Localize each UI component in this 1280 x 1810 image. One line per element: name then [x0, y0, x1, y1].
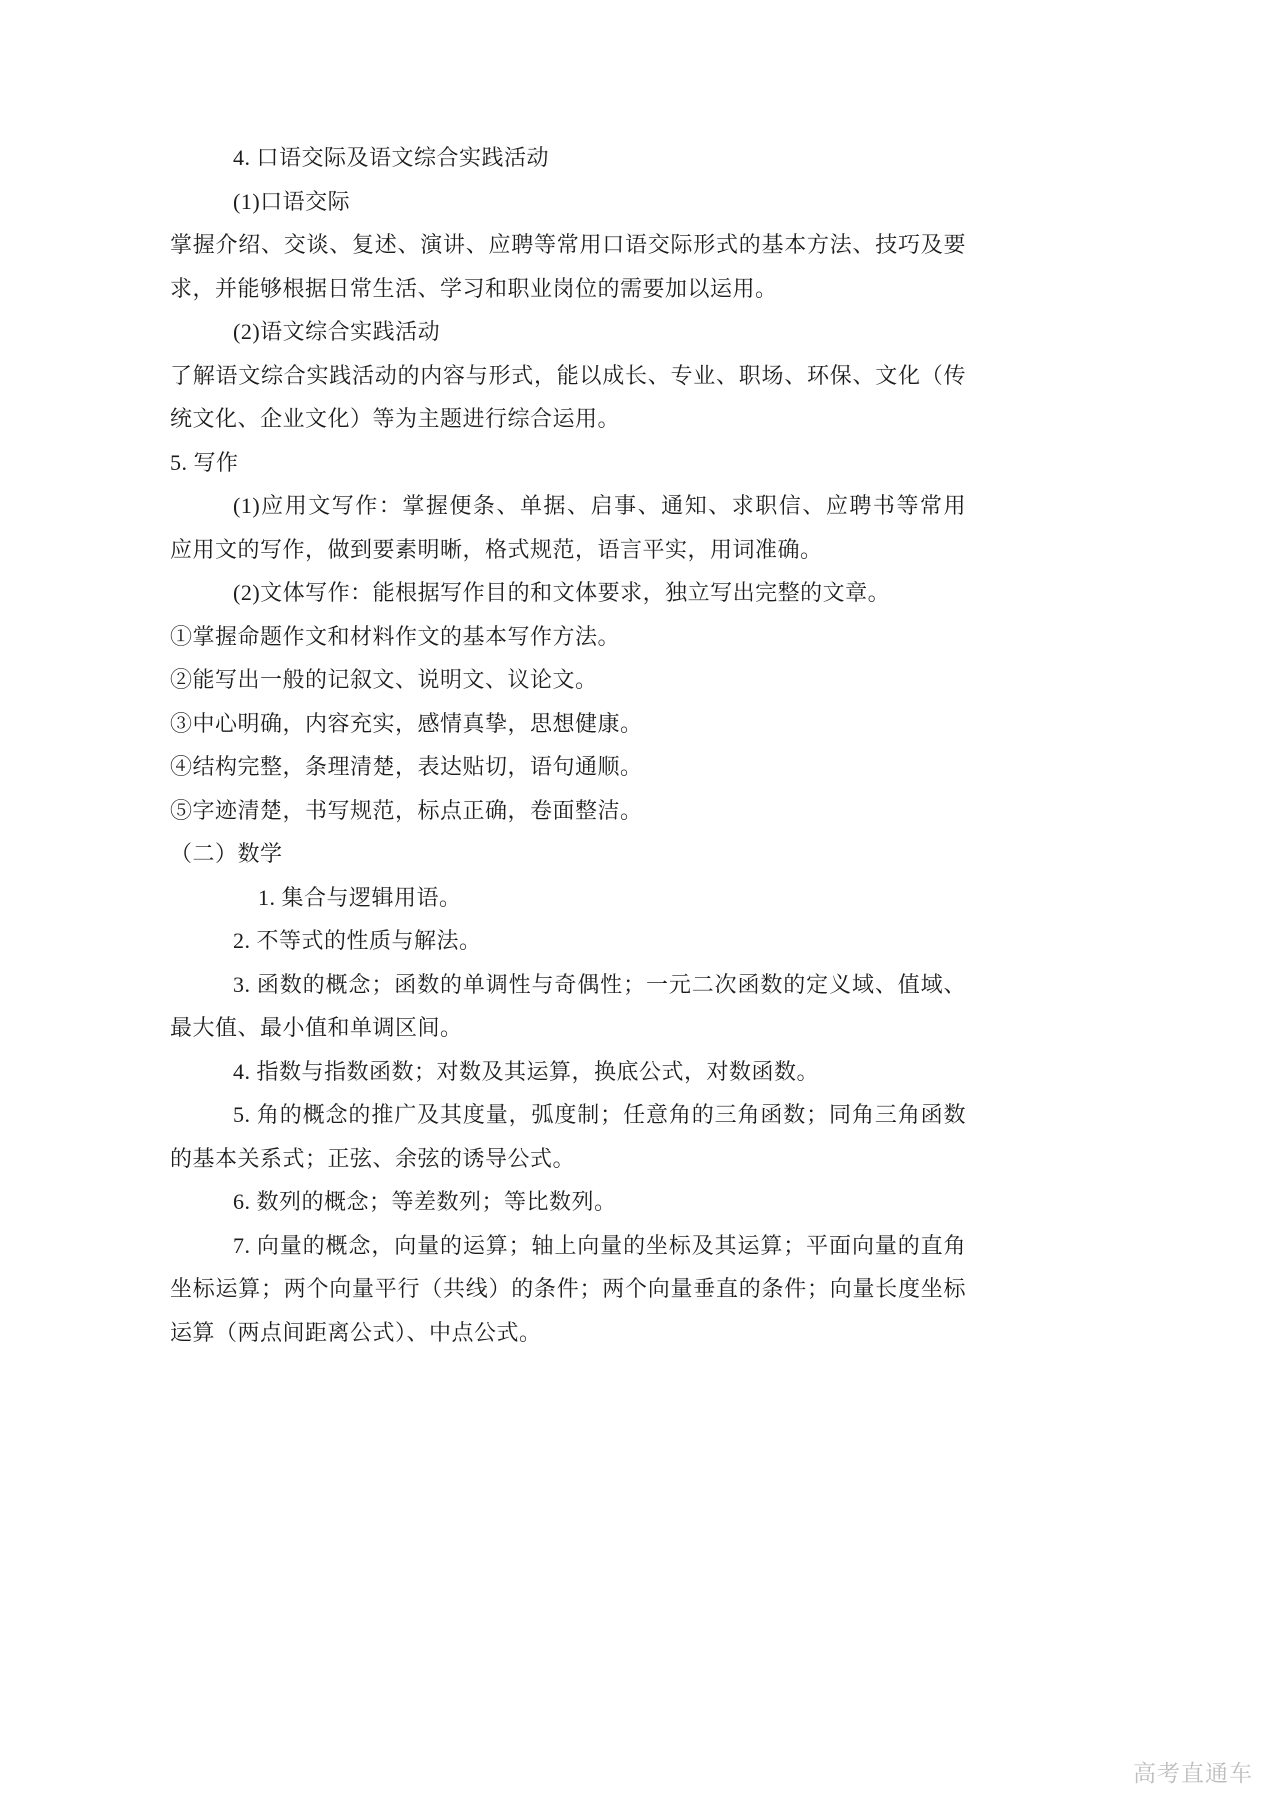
text-line: 了解语文综合实践活动的内容与形式，能以成长、专业、职场、环保、文化（传 — [170, 362, 966, 388]
text-line: ①掌握命题作文和材料作文的基本写作方法。 — [170, 623, 621, 649]
text-line: （二）数学 — [170, 841, 283, 866]
text-line: ③中心明确，内容充实，感情真挚，思想健康。 — [170, 710, 643, 736]
text-line: 最大值、最小值和单调区间。 — [170, 1015, 463, 1040]
text-line: (2)语文综合实践活动 — [233, 319, 441, 344]
text-line: (1)应用文写作：掌握便条、单据、启事、通知、求职信、应聘书等常用 — [233, 493, 966, 518]
text-line: 6. 数列的概念；等差数列；等比数列。 — [233, 1189, 617, 1214]
text-line: 掌握介绍、交谈、复述、演讲、应聘等常用口语交际形式的基本方法、技巧及要 — [170, 232, 966, 257]
text-line: 求，并能够根据日常生活、学习和职业岗位的需要加以运用。 — [170, 275, 778, 301]
text-line: (1)口语交际 — [233, 188, 351, 214]
text-line: 5. 写作 — [170, 449, 239, 475]
document-body — [170, 136, 966, 1354]
text-line: 1. 集合与逻辑用语。 — [258, 884, 462, 910]
text-line: 坐标运算；两个向量平行（共线）的条件；两个向量垂直的条件；向量长度坐标 — [170, 1276, 966, 1301]
text-line: 运算（两点间距离公式）、中点公式。 — [170, 1319, 542, 1345]
watermark-text: 高考直通车 — [1133, 1760, 1253, 1786]
text-line: 2. 不等式的性质与解法。 — [233, 928, 482, 953]
text-line: 4. 口语交际及语文综合实践活动 — [233, 145, 550, 170]
text-line: 的基本关系式；正弦、余弦的诱导公式。 — [170, 1145, 576, 1171]
text-line: (2)文体写作：能根据写作目的和文体要求，独立写出完整的文章。 — [233, 580, 891, 605]
text-line: 统文化、企业文化）等为主题进行综合运用。 — [170, 406, 621, 431]
text-line: ⑤字迹清楚，书写规范，标点正确，卷面整洁。 — [170, 797, 643, 823]
text-line: ④结构完整，条理清楚，表达贴切，语句通顺。 — [170, 754, 643, 779]
text-line: 4. 指数与指数函数；对数及其运算，换底公式，对数函数。 — [233, 1058, 820, 1084]
text-line: 应用文的写作，做到要素明晰，格式规范，语言平实，用词准确。 — [170, 536, 823, 562]
text-line: 7. 向量的概念，向量的运算；轴上向量的坐标及其运算；平面向量的直角 — [233, 1232, 966, 1258]
text-line: 3. 函数的概念；函数的单调性与奇偶性；一元二次函数的定义域、值域、 — [233, 971, 966, 997]
text-line: ②能写出一般的记叙文、说明文、议论文。 — [170, 667, 598, 692]
text-line: 5. 角的概念的推广及其度量，弧度制；任意角的三角函数；同角三角函数 — [233, 1102, 966, 1127]
